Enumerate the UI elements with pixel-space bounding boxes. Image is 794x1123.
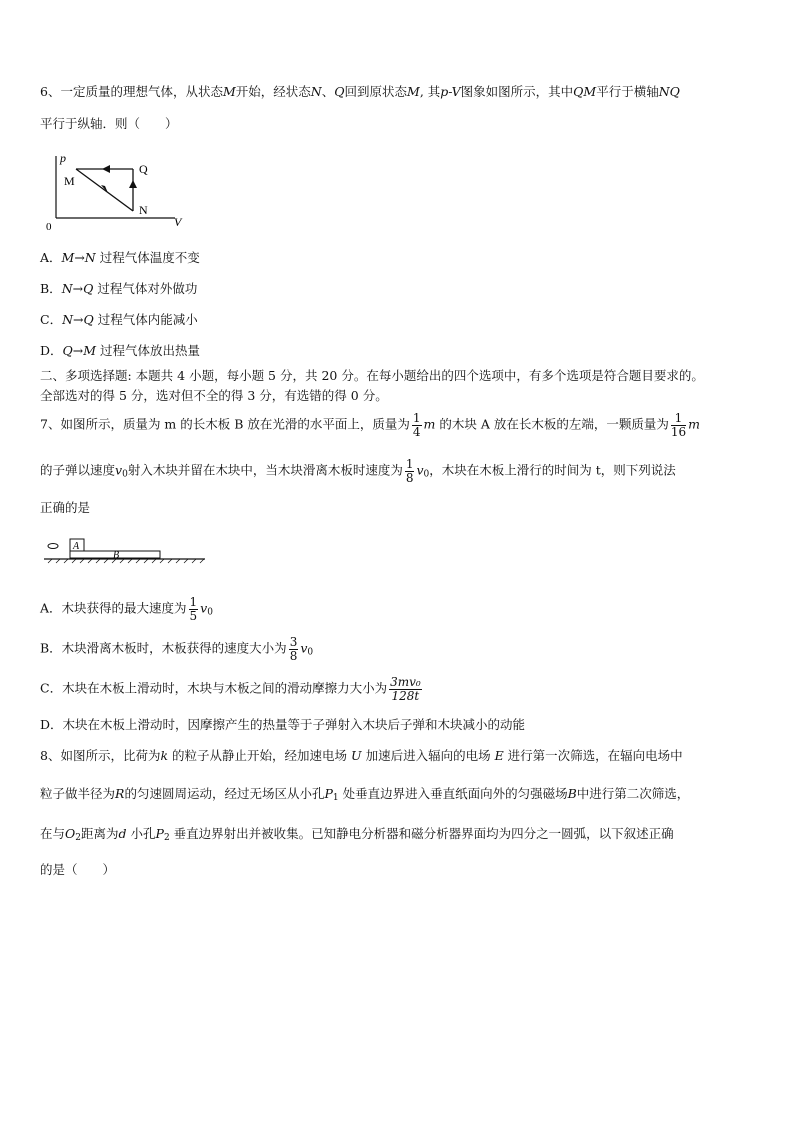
label-N: N xyxy=(139,203,148,217)
q8-stem-line1: 8、如图所示，比荷为k 的粒子从静止开始，经加速电场 U 加速后进入辐向的电场 E 进行第一次筛选，在辐向电场中 xyxy=(40,748,683,763)
fraction: $\frac{1}{4}$ xyxy=(412,411,421,439)
fraction: $\frac{1}{16}$ xyxy=(670,411,687,439)
label-A: A xyxy=(73,541,80,552)
fraction: $\frac{\text{3mv₀}}{128t}$ xyxy=(390,675,421,703)
q7-stem-line2: 的子弹以速度$v_0$射入木块并留在木块中，当木块滑离木板时速度为 $\frac{1}{8}$ $v_0$，木块在木板上滑行的时间为 t，则下列说法 xyxy=(40,457,676,485)
arrow-QM xyxy=(102,165,110,173)
q6-option-c: C．N→Q 过程气体内能减小 xyxy=(40,312,198,327)
label-Q: Q xyxy=(139,162,148,176)
q6-option-d: D．Q→M 过程气体放出热量 xyxy=(40,343,201,358)
q7-stem-line1: 7、如图所示，质量为 m 的长木板 B 放在光滑的水平面上，质量为 $\frac{1}{4}$ m 的木块 A 放在长木板的左端，一颗质量为 $\frac{1}{16}$ m xyxy=(40,411,700,439)
section2-line2: 全部选对的得 5 分，选对但不全的得 3 分，有选错的得 0 分。 xyxy=(40,388,388,403)
label-p: p xyxy=(60,151,66,165)
label-V: V xyxy=(174,215,182,229)
q6-option-b: B．N→Q 过程气体对外做功 xyxy=(40,281,198,296)
q8-stem-line2: 粒子做半径为R的匀速圆周运动，经过无场区从小孔$P_1$ 处垂直边界进入垂直纸面向外的匀强磁场B中进行第二次筛选， xyxy=(40,786,690,803)
label-B: B xyxy=(113,550,120,561)
fraction: $\frac{1}{5}$ xyxy=(189,595,198,623)
q7-board-diagram xyxy=(40,532,210,566)
arrow-NQ xyxy=(129,180,137,188)
q8-stem-line4: 的是（ ） xyxy=(40,862,116,877)
fraction: $\frac{1}{8}$ xyxy=(405,457,414,485)
label-M: M xyxy=(64,174,75,188)
q7-stem-line3: 正确的是 xyxy=(40,500,91,515)
q8-stem-line3: 在与$O_2$距离为d 小孔$P_2$ 垂直边界射出并被收集。已知静电分析器和磁分析器界面均为四分之一圆弧，以下叙述正确 xyxy=(40,826,674,843)
fraction: $\frac{3}{8}$ xyxy=(289,635,298,663)
q6-stem-line2: 平行于纵轴．则（ ） xyxy=(40,116,178,131)
label-origin: 0 xyxy=(46,221,52,233)
section2-line1: 二、多项选择题: 本题共 4 小题，每小题 5 分，共 20 分。在每小题给出的四个选项中，有多个选项是符合题目要求的。 xyxy=(40,368,704,383)
q6-option-a: A．M→N 过程气体温度不变 xyxy=(40,250,200,265)
q7-option-c: C．木块在木板上滑动时，木块与木板之间的滑动摩擦力大小为 $\frac{\text{3mv₀}}{128t}$ xyxy=(40,675,421,703)
segment-MN xyxy=(76,169,133,211)
bullet xyxy=(48,544,58,549)
q6-pv-diagram xyxy=(40,148,200,236)
q6-stem-line1: 6、一定质量的理想气体，从状态M开始，经状态N、Q回到原状态M, 其p-V图象如图所示，其中QM平行于横轴NQ xyxy=(40,84,680,99)
q7-option-b: B．木块滑离木板时，木板获得的速度大小为 $\frac{3}{8}$ $v_0$ xyxy=(40,635,314,663)
q7-option-d: D．木块在木板上滑动时，因摩擦产生的热量等于子弹射入木块后子弹和木块减小的动能 xyxy=(40,717,526,732)
q7-option-a: A．木块获得的最大速度为 $\frac{1}{5}$ $v_0$ xyxy=(40,595,213,623)
